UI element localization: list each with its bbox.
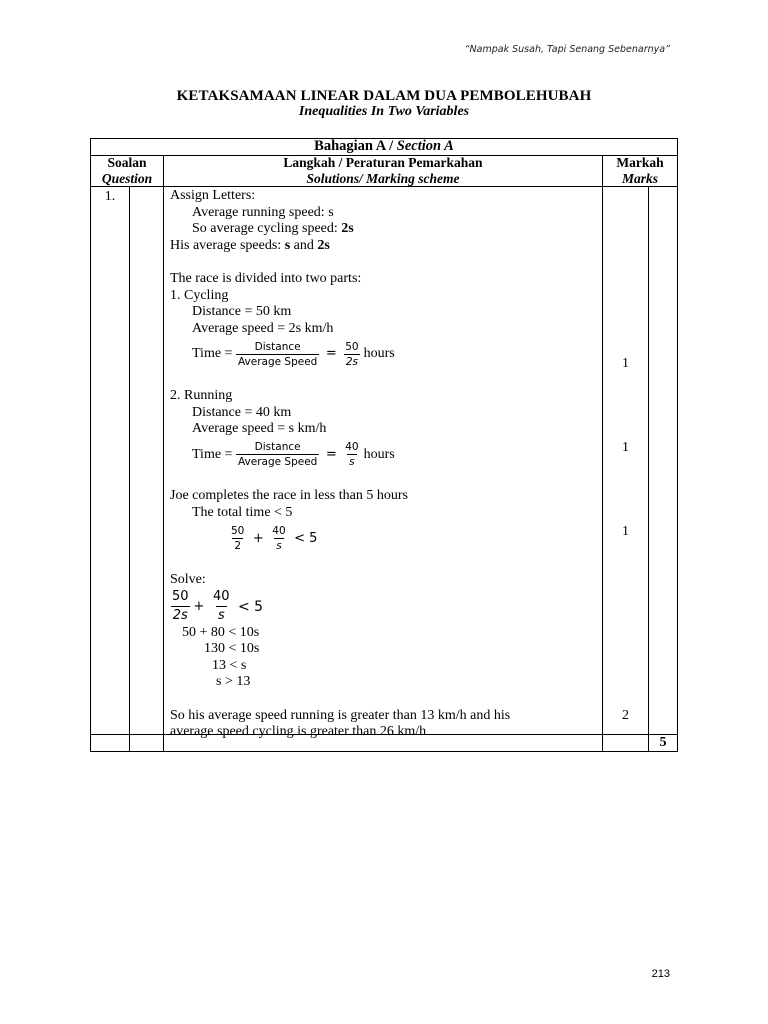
fraction-numerator: 50: [231, 525, 245, 537]
column-header-question-english: Question: [101, 170, 153, 186]
page-title: KETAKSAMAAN LINEAR DALAM DUA PEMBOLEHUBAH: [176, 88, 592, 104]
column-header-question-malay: Soalan: [107, 155, 147, 170]
page-number: 213: [651, 968, 670, 980]
solution-text: His average speeds:: [170, 237, 285, 253]
fraction: [270, 525, 287, 552]
fraction-denominator: s: [349, 456, 355, 469]
mark-value: 2: [622, 708, 629, 723]
solution-line: [170, 438, 600, 472]
fraction: [170, 589, 191, 624]
table-border-left: [90, 138, 91, 752]
solution-line: [170, 337, 600, 371]
solution-line: 2. Running: [170, 387, 233, 403]
fraction-numerator: 40: [345, 441, 359, 454]
table-border-bottom: [90, 751, 678, 752]
solution-line: 1. Cycling: [170, 287, 229, 303]
solution-line: average speed cycling is greater than 26 km/h: [170, 724, 427, 740]
section-heading: [91, 138, 677, 155]
table-divider: [163, 155, 164, 752]
fraction: [211, 589, 232, 624]
equals-sign: =: [325, 346, 337, 362]
solution-bold-text: 2s: [317, 237, 330, 253]
total-marks: 5: [659, 735, 667, 750]
page-subtitle: Inequalities In Two Variables: [298, 104, 470, 119]
fraction-denominator: s: [217, 608, 225, 624]
column-header-marks-malay: Markah: [616, 155, 664, 170]
column-header-solution-malay: Langkah / Peraturan Pemarkahan: [283, 155, 483, 170]
column-header-question: [91, 155, 163, 186]
table-divider: [90, 186, 678, 187]
plus-sign: +: [193, 598, 205, 614]
solution-line: 130 < 10s: [204, 641, 260, 657]
mark-value: 1: [622, 356, 629, 371]
solution-line: [170, 238, 600, 255]
section-heading-english: Section A: [396, 138, 454, 154]
solution-line: Assign Letters:: [170, 188, 256, 203]
fraction: [343, 441, 360, 468]
table-divider: [648, 186, 649, 752]
solution-line: Average running speed: s: [192, 204, 334, 220]
solution-text: and: [290, 237, 318, 253]
solution-text: Time =: [192, 346, 233, 362]
solution-body: [170, 188, 600, 741]
section-heading-malay: Bahagian A /: [314, 138, 397, 154]
fraction-denominator: 2s: [172, 608, 188, 624]
solution-line: Solve:: [170, 572, 206, 588]
solution-line: 50 + 80 < 10s: [182, 624, 260, 640]
solution-line: Average speed = 2s km/h: [192, 320, 334, 336]
solution-text: Time =: [192, 446, 233, 462]
column-header-marks: [603, 155, 677, 186]
fraction-denominator: 2: [234, 540, 242, 552]
solution-text: hours: [363, 446, 395, 462]
table-divider: [129, 186, 130, 752]
solution-text: hours: [363, 346, 395, 362]
fraction-denominator: s: [276, 540, 282, 552]
fraction-numerator: Distance: [254, 340, 301, 353]
equals-sign: =: [325, 446, 337, 462]
column-header-solution-english: Solutions/ Marking scheme: [306, 170, 460, 186]
solution-bold-text: 2s: [341, 221, 354, 237]
solution-line: Average speed = s km/h: [192, 421, 327, 437]
fraction: [236, 441, 319, 468]
solution-line: [170, 221, 600, 238]
mark-value: 1: [622, 440, 629, 455]
fraction-numerator: 50: [345, 340, 359, 353]
solution-line: The total time < 5: [192, 504, 293, 520]
solution-line: Distance = 50 km: [192, 304, 292, 320]
solution-line: Joe completes the race in less than 5 hours: [170, 488, 408, 504]
inequality-text: < 5: [294, 530, 318, 546]
solution-line: [170, 589, 600, 625]
fraction-numerator: 40: [272, 525, 286, 537]
header-motto: “Nampak Susah, Tapi Senang Sebenarnya”: [464, 44, 670, 55]
fraction-denominator: 2s: [345, 355, 358, 368]
column-header-solution: [164, 155, 602, 186]
column-header-marks-english: Marks: [621, 170, 658, 186]
fraction: [236, 341, 319, 368]
solution-line: The race is divided into two parts:: [170, 270, 362, 286]
question-number: 1.: [104, 189, 116, 204]
fraction-numerator: Distance: [254, 441, 301, 454]
solution-line: So his average speed running is greater than 13 km/h and his: [170, 707, 511, 723]
solution-line: Distance = 40 km: [192, 404, 292, 420]
inequality-text: < 5: [238, 598, 264, 615]
table-border-right: [677, 138, 678, 752]
fraction: [229, 525, 246, 552]
fraction-numerator: 50: [172, 589, 189, 605]
fraction-denominator: Average Speed: [237, 456, 318, 469]
fraction-numerator: 40: [212, 589, 230, 605]
solution-line: 13 < s: [212, 657, 247, 673]
solution-line: s > 13: [216, 674, 251, 690]
plus-sign: +: [252, 530, 264, 546]
solution-line: [170, 522, 600, 556]
fraction: [343, 341, 360, 368]
solution-bold-text: s: [284, 237, 291, 253]
solution-text: So average cycling speed:: [192, 221, 342, 237]
fraction-denominator: Average Speed: [237, 355, 318, 368]
mark-value: 1: [622, 524, 629, 539]
